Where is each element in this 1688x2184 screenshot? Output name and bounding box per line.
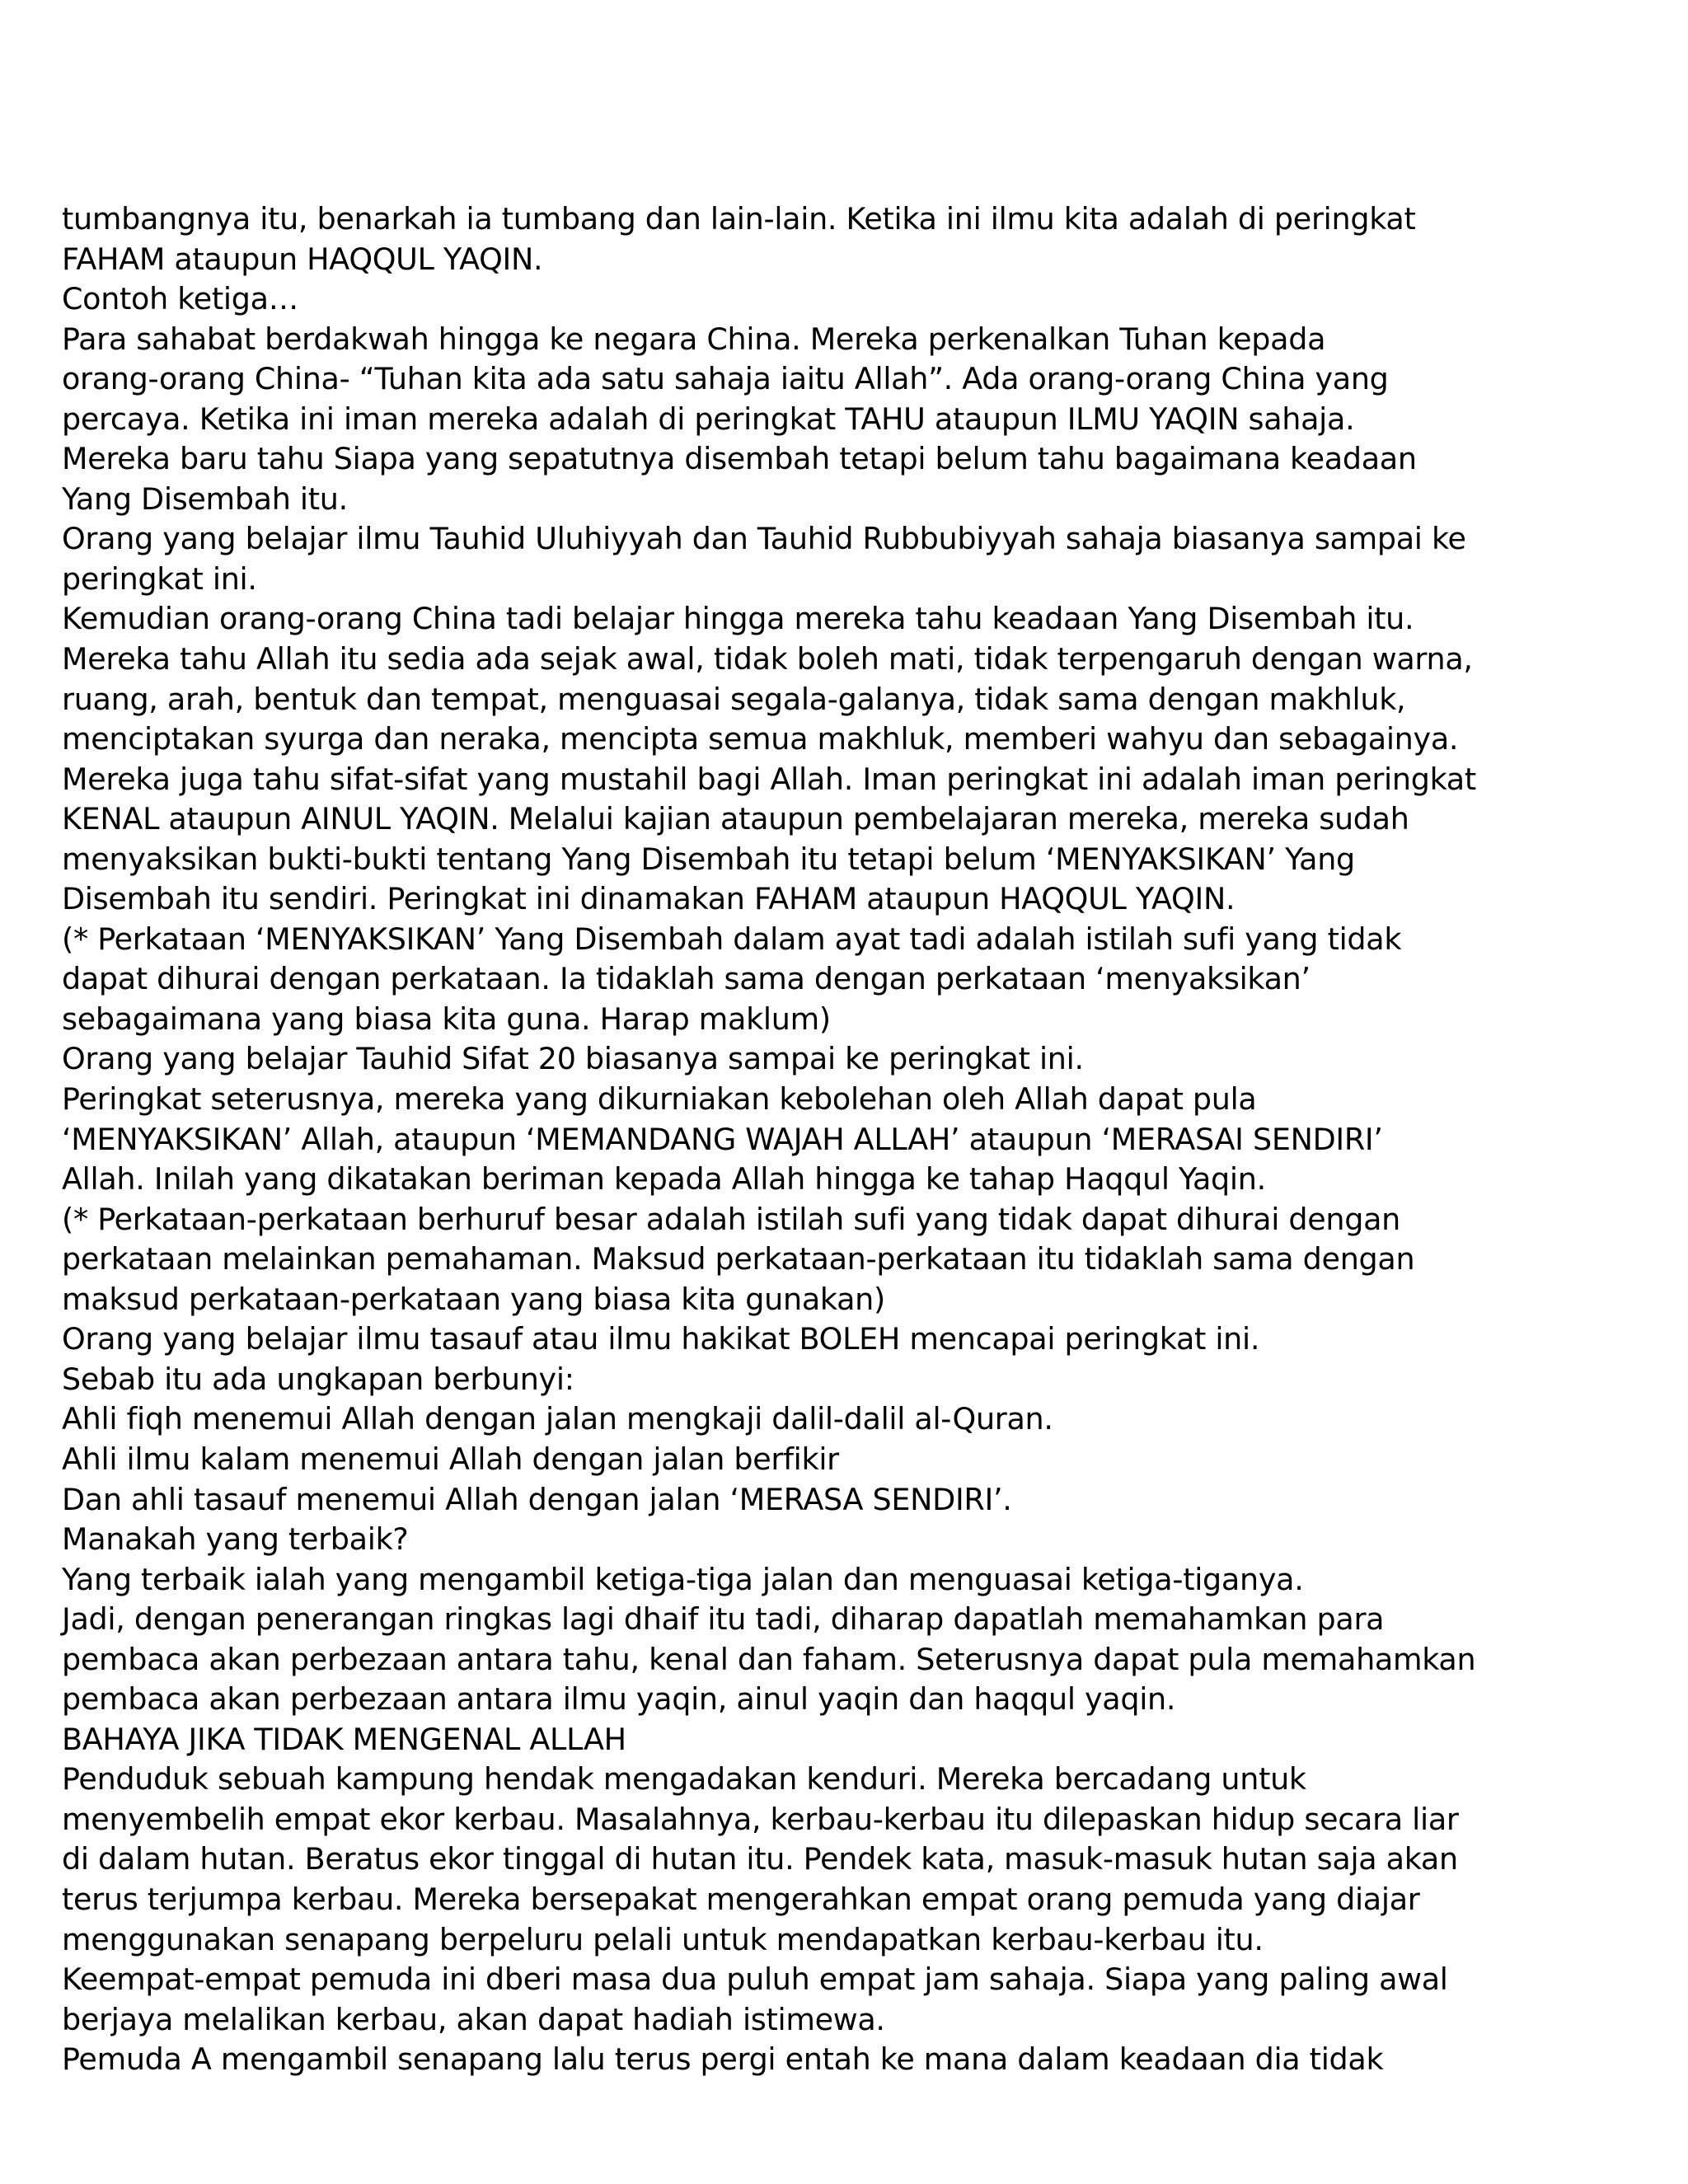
text-line: Dan ahli tasauf menemui Allah dengan jalan ‘MERASA SENDIRI’. xyxy=(62,1481,1012,1517)
text-line: Yang terbaik ialah yang mengambil ketiga-tiga jalan dan menguasai ketiga-tiganya. xyxy=(62,1561,1304,1597)
text-line: Peringkat seterusnya, mereka yang dikurniakan kebolehan oleh Allah dapat pula xyxy=(62,1081,1257,1118)
text-line: berjaya melalikan kerbau, akan dapat hadiah istimewa. xyxy=(62,2001,885,2037)
text-line: Orang yang belajar Tauhid Sifat 20 biasanya sampai ke peringkat ini. xyxy=(62,1041,1084,1077)
text-line: Ahli fiqh menemui Allah dengan jalan mengkaji dalil-dalil al-Quran. xyxy=(62,1401,1053,1437)
text-line: (* Perkataan-perkataan berhuruf besar adalah istilah sufi yang tidak dapat dihurai dengan xyxy=(62,1201,1400,1237)
text-line: Pemuda A mengambil senapang lalu terus pergi entah ke mana dalam keadaan dia tidak xyxy=(62,2041,1384,2078)
text-line: Ahli ilmu kalam menemui Allah dengan jalan berfikir xyxy=(62,1441,839,1477)
text-line: percaya. Ketika ini iman mereka adalah di peringkat TAHU ataupun ILMU YAQIN sahaja. xyxy=(62,401,1355,437)
text-line: menciptakan syurga dan neraka, mencipta semua makhluk, memberi wahyu dan sebagainya. xyxy=(62,721,1459,757)
text-line: perkataan melainkan pemahaman. Maksud perkataan-perkataan itu tidaklah sama dengan xyxy=(62,1241,1415,1277)
text-line: Jadi, dengan penerangan ringkas lagi dhaif itu tadi, diharap dapatlah memahamkan para xyxy=(62,1601,1385,1638)
text-line: menyembelih empat ekor kerbau. Masalahnya, kerbau-kerbau itu dilepaskan hidup secara liar xyxy=(62,1801,1459,1837)
text-line: sebagaimana yang biasa kita guna. Harap maklum) xyxy=(62,1001,831,1037)
text-line: maksud perkataan-perkataan yang biasa kita gunakan) xyxy=(62,1281,885,1317)
text-line: terus terjumpa kerbau. Mereka bersepakat mengerahkan empat orang pemuda yang diajar xyxy=(62,1881,1420,1917)
text-line: menyaksikan bukti-bukti tentang Yang Disembah itu tetapi belum ‘MENYAKSIKAN’ Yang xyxy=(62,841,1355,877)
text-line: menggunakan senapang berpeluru pelali untuk mendapatkan kerbau-kerbau itu. xyxy=(62,1921,1264,1957)
text-line: dapat dihurai dengan perkataan. Ia tidaklah sama dengan perkataan ‘menyaksikan’ xyxy=(62,961,1311,997)
text-line: FAHAM ataupun HAQQUL YAQIN. xyxy=(62,241,543,277)
text-line: peringkat ini. xyxy=(62,560,257,597)
text-line: Mereka baru tahu Siapa yang sepatutnya disembah tetapi belum tahu bagaimana keadaan xyxy=(62,441,1417,477)
text-line: pembaca akan perbezaan antara tahu, kenal dan faham. Seterusnya dapat pula memahamkan xyxy=(62,1641,1476,1677)
text-line: Yang Disembah itu. xyxy=(62,480,348,517)
text-line: Para sahabat berdakwah hingga ke negara China. Mereka perkenalkan Tuhan kepada xyxy=(62,321,1326,357)
text-line: Keempat-empat pemuda ini dberi masa dua puluh empat jam sahaja. Siapa yang paling awal xyxy=(62,1961,1448,1998)
text-line: KENAL ataupun AINUL YAQIN. Melalui kajian ataupun pembelajaran mereka, mereka sudah xyxy=(62,801,1409,837)
text-line: tumbangnya itu, benarkah ia tumbang dan lain-lain. Ketika ini ilmu kita adalah di peringkat xyxy=(62,201,1416,237)
section-heading: BAHAYA JIKA TIDAK MENGENAL ALLAH xyxy=(62,1721,626,1757)
text-line: ruang, arah, bentuk dan tempat, menguasai segala-galanya, tidak sama dengan makhluk, xyxy=(62,681,1406,717)
text-line: Sebab itu ada ungkapan berbunyi: xyxy=(62,1361,574,1397)
text-line: di dalam hutan. Beratus ekor tinggal di hutan itu. Pendek kata, masuk-masuk hutan saja akan xyxy=(62,1841,1458,1877)
text-line: (* Perkataan ‘MENYAKSIKAN’ Yang Disembah dalam ayat tadi adalah istilah sufi yang tidak xyxy=(62,921,1402,957)
text-line: orang-orang China- “Tuhan kita ada satu sahaja iaitu Allah”. Ada orang-orang China yang xyxy=(62,361,1389,397)
text-line: ‘MENYAKSIKAN’ Allah, ataupun ‘MEMANDANG WAJAH ALLAH’ ataupun ‘MERASAI SENDIRI’ xyxy=(62,1121,1383,1157)
text-line: Allah. Inilah yang dikatakan beriman kepada Allah hingga ke tahap Haqqul Yaqin. xyxy=(62,1161,1266,1197)
text-line: pembaca akan perbezaan antara ilmu yaqin, ainul yaqin dan haqqul yaqin. xyxy=(62,1681,1176,1718)
text-line: Orang yang belajar ilmu Tauhid Uluhiyyah dan Tauhid Rubbubiyyah sahaja biasanya sampai ke xyxy=(62,521,1466,557)
text-line: Disembah itu sendiri. Peringkat ini dinamakan FAHAM ataupun HAQQUL YAQIN. xyxy=(62,881,1236,917)
text-line: Kemudian orang-orang China tadi belajar hingga mereka tahu keadaan Yang Disembah itu. xyxy=(62,601,1414,637)
text-line: Contoh ketiga… xyxy=(62,281,298,317)
text-line: Mereka juga tahu sifat-sifat yang mustahil bagi Allah. Iman peringkat ini adalah iman peringkat xyxy=(62,761,1476,797)
document-body xyxy=(62,199,1628,2080)
text-line: Mereka tahu Allah itu sedia ada sejak awal, tidak boleh mati, tidak terpengaruh dengan warna, xyxy=(62,641,1473,677)
text-line: Manakah yang terbaik? xyxy=(62,1521,409,1558)
text-line: Orang yang belajar ilmu tasauf atau ilmu hakikat BOLEH mencapai peringkat ini. xyxy=(62,1321,1260,1357)
text-line: Penduduk sebuah kampung hendak mengadakan kenduri. Mereka bercadang untuk xyxy=(62,1761,1306,1797)
